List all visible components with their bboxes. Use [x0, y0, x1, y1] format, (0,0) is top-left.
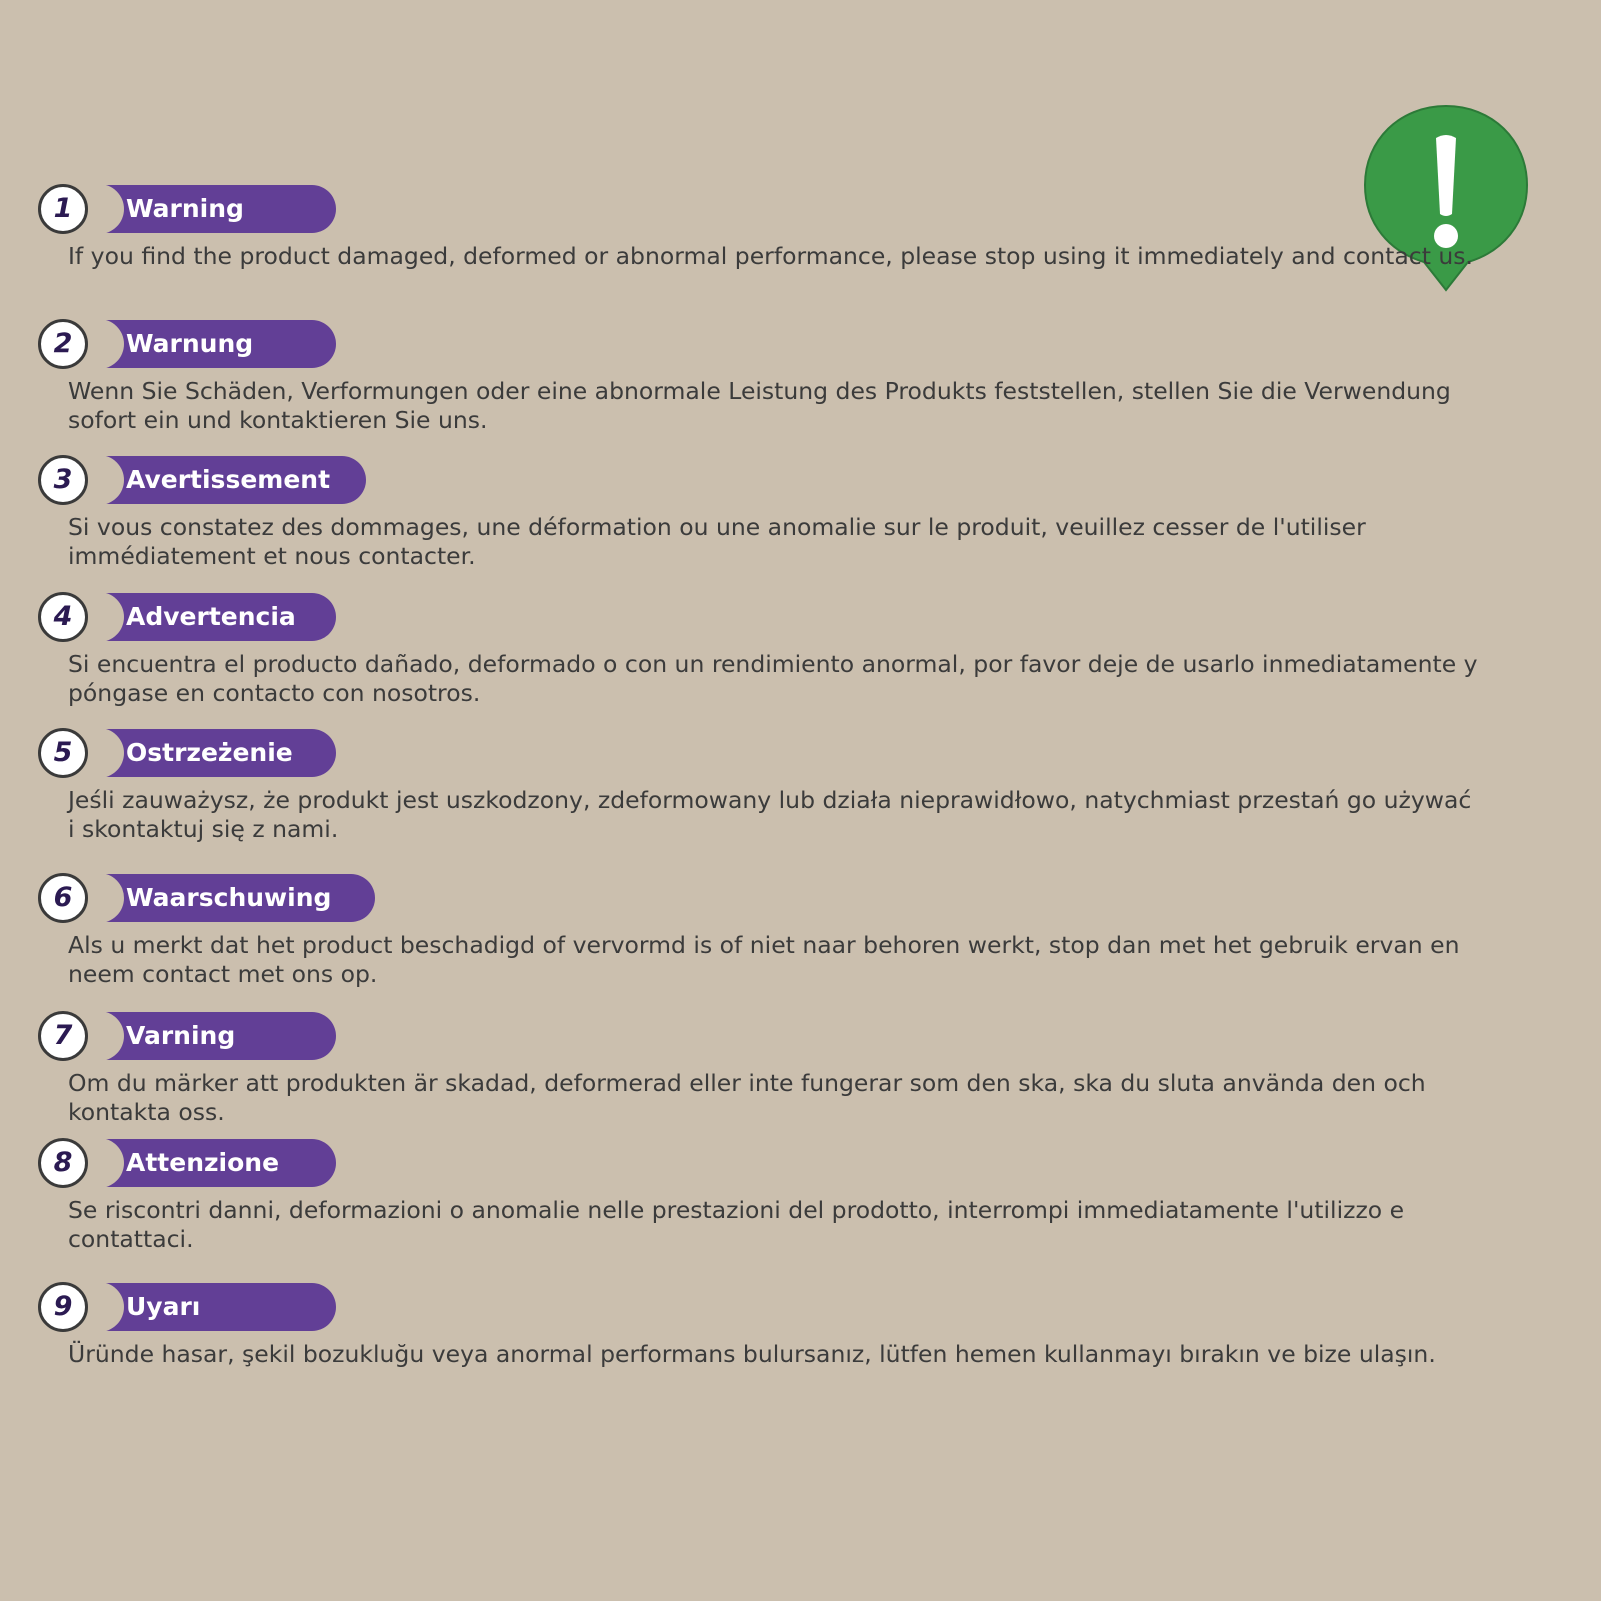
item-description: Se riscontri danni, deformazioni o anomalie nelle prestazioni del prodotto, interrompi immediatamente l'utilizzo e contattaci.: [68, 1196, 1405, 1253]
warning-item-4: [38, 592, 1478, 708]
item-title-pill: [82, 456, 366, 504]
item-description: Si vous constatez des dommages, une déformation ou une anomalie sur le produit, veuillez cesser de l'utiliser immédiatement et nous contacter.: [68, 513, 1366, 570]
item-number-badge: 7: [38, 1011, 88, 1061]
item-title-pill: [82, 320, 336, 368]
item-header: [38, 455, 1478, 505]
item-title: Avertissement: [126, 465, 331, 494]
warning-item-3: [38, 455, 1478, 571]
item-title-pill: [82, 1012, 336, 1060]
item-header: [38, 1282, 1478, 1332]
item-title-pill: [82, 593, 336, 641]
item-number-badge: 9: [38, 1282, 88, 1332]
item-description: Als u merkt dat het product beschadigd of vervormd is of niet naar behoren werkt, stop dan met het gebruik ervan en neem contact met ons op.: [68, 931, 1460, 988]
item-number-badge: 8: [38, 1138, 88, 1188]
item-title-pill: [82, 729, 336, 777]
warning-item-1: [38, 184, 1478, 271]
item-header: [38, 319, 1478, 369]
item-header: [38, 184, 1478, 234]
item-title: Ostrzeżenie: [126, 738, 293, 767]
item-header: [38, 1011, 1478, 1061]
item-number-badge: 1: [38, 184, 88, 234]
item-title: Attenzione: [126, 1148, 280, 1177]
item-number-badge: 6: [38, 873, 88, 923]
item-title: Warnung: [126, 329, 254, 358]
item-header: [38, 1138, 1478, 1188]
item-title-pill: [82, 1139, 336, 1187]
item-header: [38, 728, 1478, 778]
item-number-badge: 5: [38, 728, 88, 778]
warning-item-5: [38, 728, 1478, 844]
item-title: Varning: [126, 1021, 236, 1050]
item-description: If you find the product damaged, deformed or abnormal performance, please stop using it immediately and contact us.: [68, 242, 1473, 270]
item-title: Advertencia: [126, 602, 296, 631]
item-title-pill: [82, 185, 336, 233]
item-description: Si encuentra el producto dañado, deformado o con un rendimiento anormal, por favor deje de usarlo inmediatamente y póngase en contacto con nosotros.: [68, 650, 1478, 707]
item-number-badge: 3: [38, 455, 88, 505]
item-description: Om du märker att produkten är skadad, deformerad eller inte fungerar som den ska, ska du sluta använda den och kontakta oss.: [68, 1069, 1426, 1126]
item-header: [38, 592, 1478, 642]
item-description: Wenn Sie Schäden, Verformungen oder eine abnormale Leistung des Produkts feststellen, stellen Sie die Verwendung sofort ein und kontaktieren Sie uns.: [68, 377, 1451, 434]
item-title-pill: [82, 1283, 336, 1331]
warning-item-2: [38, 319, 1478, 435]
item-header: [38, 873, 1478, 923]
item-title-pill: [82, 874, 375, 922]
warning-item-9: [38, 1282, 1478, 1369]
item-description: Jeśli zauważysz, że produkt jest uszkodzony, zdeformowany lub działa nieprawidłowo, natychmiast przestań go używać i skontaktuj się z nami.: [68, 786, 1472, 843]
item-number-badge: 2: [38, 319, 88, 369]
item-number-badge: 4: [38, 592, 88, 642]
item-description: Üründe hasar, şekil bozukluğu veya anormal performans bulursanız, lütfen hemen kullanmayı bırakın ve bize ulaşın.: [68, 1340, 1436, 1368]
item-title: Waarschuwing: [126, 883, 332, 912]
item-title: Uyarı: [126, 1292, 201, 1321]
warning-item-8: [38, 1138, 1478, 1254]
item-title: Warning: [126, 194, 244, 223]
warning-item-7: [38, 1011, 1478, 1127]
warning-item-6: [38, 873, 1478, 989]
